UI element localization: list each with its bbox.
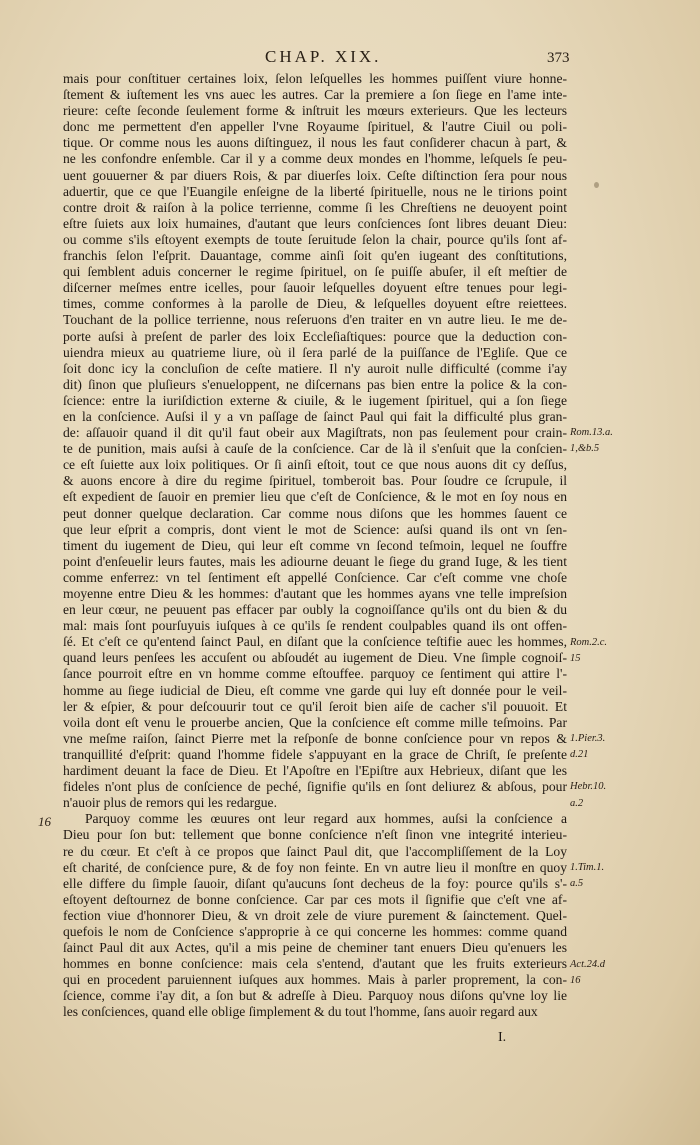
section-number: 16: [38, 814, 51, 829]
text-line: te de punition, mais auſsi à cauſe de la conſcience. Car de là il s'enſuit que la conſcien-: [63, 441, 567, 457]
text-line: mal: mais ſont pourſuyuis iuſques à ce qu'ils ſe rendent coulpables quand ils ont offen-: [63, 618, 567, 634]
text-line: que leur eſprit a compris, dont vient le mot de Science: auſsi quand ils ont vn ſen-: [63, 521, 567, 537]
page-number: 373: [547, 50, 570, 66]
ink-bleed-mark: [594, 182, 599, 188]
text-line: hardiment deuant la face de Dieu. Et l'Apoſtre en l'Epiſtre aux Hebrieux, diſant que les: [63, 763, 567, 779]
text-line: quand leurs penſees les accuſent ou abſoudét au iugement de Dieu. Vne ſimple cognoiſ-: [63, 650, 567, 666]
catchword: I.: [498, 1030, 507, 1045]
text-line: les conſciences, quand elle oblige ſimplement & du tout l'homme, ſans auoir regard aux: [63, 1004, 538, 1020]
text-line: times, comme conformes à la parolle de Dieu, & leſquelles doyuent eſtre reiettees.: [63, 296, 567, 312]
text-line: uiendra mieux au quatrieme liure, où il ſera parlé de la puiſſance de l'Egliſe. Que ce: [63, 344, 567, 360]
text-line: ſoit donc icy la concluſion de ceſte matiere. Il n'y auroit nulle difficulté (comme i'ay: [63, 360, 567, 376]
text-line: franchis ſelon l'eſprit. Dauantage, comme ainſi ſoit qu'en iugeant des conſtitutions,: [63, 248, 567, 264]
text-line: donc me permettent d'en appeller l'vne Royaume ſpirituel, & l'autre Ciuil ou poli-: [63, 119, 567, 135]
text-line: hommes en bonne conſcience: mais cela s'entend, d'autant que les fruits exterieurs: [63, 956, 567, 972]
margin-note: 1,&b.5: [570, 443, 600, 455]
text-line: comme enferrez: vn tel ſentiment eſt appellé Conſcience. Car c'eſt comme vne choſe: [63, 569, 567, 585]
text-line: peut donner quelque declaration. Car comme nous diſons que les hommes ſauent ce: [63, 505, 567, 521]
margin-note: 1.Tim.1.: [570, 861, 605, 873]
text-line: eſtoyent deſtournez de bonne conſcience. Car par ces mots il ſignifie que c'eſt vne af-: [63, 891, 567, 907]
text-line: aduertir, que ce que l'Euangile enſeigne de la liberté ſpirituelle, nous ne le tirions point: [63, 183, 567, 199]
text-line: qui ſemblent aduis concerner le regime ſpirituel, on ſe puiſſe abuſer, il eſt meſtier de: [63, 264, 567, 280]
margin-note: 1.Pier.3.: [570, 733, 606, 745]
text-line: ler & eſpier, & pour deſcouurir tout ce qu'il ſeroit bien aiſe de cacher s'il pouuoit. Et: [63, 698, 567, 714]
text-line: ce eſt ſuiette aux loix politiques. Or ſi ainſi eſtoit, tout ce que nous auons dit cy deſſus,: [63, 457, 567, 473]
text-line: eſt expedient de ſauoir en premier lieu que c'eſt de Conſcience, & le mot en ſoy nous en: [63, 489, 567, 505]
text-line: eſtre ſuiets aux loix humaines, d'autant que leurs conſciences ſont libres deuant Dieu:: [63, 215, 567, 231]
text-line: dit) ſinon que pluſieurs s'enueloppent, ne diſcernans pas bien entre la police & la con-: [63, 376, 567, 392]
text-line: quefois le nom de Conſcience s'approprie à ce qui concerne les hommes: comme quand: [63, 923, 567, 939]
text-line: re du cœur. Et c'eſt à ce propos que ſainct Paul dit, que l'accompliſſement de la Loy: [63, 843, 567, 859]
text-line: ſtement & iuſtement les vns auec les autres. Car la premiere a ſon ſiege en l'ame inte-: [63, 87, 567, 103]
text-line: voila dont eſt venu le prouerbe ancien, Que la conſcience eſt comme mille teſmoins. Par: [63, 714, 567, 730]
text-line: ſance pourroit eſtre en vn homme comme eſtouffee. parquoy ce ſentiment qui attire l'-: [63, 666, 567, 682]
text-line: fection viue d'honnorer Dieu, & vn droit zele de viure purement & ſainctement. Quel-: [63, 907, 567, 923]
text-line: ſcience: entre la iuriſdiction externe & ciuile, & le iugement ſpirituel, qui a ſon ſiege: [63, 392, 567, 408]
text-line: homme au ſiege iudicial de Dieu, eſt comme vne garde qui luy eſt donnée pour le veil-: [63, 682, 567, 698]
text-line: n'auoir plus de remors qui les redargue.: [63, 795, 277, 811]
margin-note: Rom.13.a.: [570, 427, 613, 439]
text-line: elle differe du ſimple ſauoir, diſant qu'aucuns ſont decheus de la foy: pource qu'ils s'-: [63, 875, 567, 891]
margin-note: Hebr.10.: [570, 781, 607, 793]
margin-note: d.21: [570, 749, 589, 761]
margin-note: 15: [570, 652, 581, 664]
text-line: moyenne entre Dieu & les hommes: d'autant que les hommes ayans vne telle impreſsion: [63, 586, 567, 601]
text-line: ou comme s'ils eſtoyent exempts de toute ſeruitude ſelon la chair, pource qu'ils ſont af-: [63, 231, 567, 247]
margin-note: a.2: [570, 797, 584, 809]
body-text: [63, 71, 567, 1021]
text-line: & auons encore à dire du regime ſpirituel, tomberoit bas. Pour ſoudre ce ſcrupule, il: [63, 473, 567, 489]
text-line: tranquillité d'eſprit: quand l'homme fidele s'appuyant en la grace de Chriſt, ſe preſente: [63, 746, 567, 762]
text-line: ſainct Paul dit aux Actes, qu'il a mis peine de cheminer tant enuers Dieu qu'enuers les: [63, 940, 567, 956]
text-line: en leur cœur, ne peuuent pas effacer par oubly la cognoiſſance qu'ils ont du bien & du: [63, 602, 567, 618]
text-line: de: aſſauoir quand il dit qu'il faut obeir aux Magiſtrats, non pas ſeulement pour crain-: [63, 425, 567, 441]
text-line: fideles n'ont plus de conſcience de peché, ſignifie qu'ils en ſont deliurez & abſous, pour: [63, 779, 567, 795]
text-line: diſcerner meſmes entre icelles, pour ſauoir leſquelles doyuent eſtre tenues pour legi-: [63, 280, 567, 296]
text-line: vne meſme raiſon, ſainct Pierre met la reſponſe de bonne conſcience pour vn repos &: [63, 730, 567, 746]
text-line: tique. Or comme nous les auons diſtinguez, il nous les faut conſiderer chacun à part, &: [63, 135, 567, 151]
margin-note: 16: [570, 974, 581, 986]
text-line: point d'enſeuelir leurs fautes, mais les adiourne deuant le ſiege du grand Iuge, & les tient: [63, 553, 567, 569]
margin-note: a.5: [570, 878, 584, 889]
running-head: CHAP. XIX.: [265, 47, 382, 66]
text-line: porte auſsi à preſent de parler des loix Eccleſiaſtiques: pource que la deduction con-: [63, 328, 567, 344]
text-line: Touchant de la pollice terrienne, nous reſeruons d'en traiter en vn autre lieu. Ie me de-: [63, 312, 567, 328]
margin-note: Act.24.d: [570, 958, 605, 970]
text-line: Parquoy comme les œuures ont leur regard aux hommes, auſsi la conſcience a: [85, 811, 567, 827]
text-line: uent gouuerner & par diuers Rois, & par diuerſes loix. Ceſte diſtinction ſera pour nous: [63, 167, 567, 183]
text-line: ſé. Et c'eſt ce qu'entend ſainct Paul, en diſant que la conſcience teſtifie auec les hommes,: [63, 634, 567, 650]
text-line: eſt charité, de conſcience pure, & de foy non feinte. En vn autre lieu il monſtre en quoy: [63, 859, 567, 875]
text-line: en la conſcience. Auſsi il y a vn paſſage de ſainct Paul qui fait la difficulté plus gran-: [63, 408, 567, 424]
text-line: qui en procedent paruiennent iuſques aux hommes. Mais à parler proprement, la con-: [63, 972, 567, 988]
text-line: ne les confondre enſemble. Car il y a comme deux mondes en l'homme, leſquels ſe peu-: [63, 151, 567, 167]
text-line: rieure: ceſte ſeconde ſeulement forme & inſtruit les mœurs exterieurs. Que les lecteurs: [63, 103, 567, 119]
margin-note: Rom.2.c.: [570, 636, 608, 648]
text-line: timent du iugement de Dieu, qui leur eſt comme vn ſecond teſmoin, lequel ne ſouffre: [63, 537, 567, 553]
text-line: mais pour conſtituer certaines loix, ſelon leſquelles les hommes puiſſent viure honne-: [63, 71, 567, 86]
text-line: Dieu pour ſon but: tellement que bonne conſcience n'eſt ſinon vne integrité interieu-: [63, 827, 567, 843]
text-line: ſcience, comme i'ay dit, a ſon but & adreſſe à Dieu. Parquoy nous diſons qu'vne loy lie: [63, 988, 567, 1004]
text-line: contre droit & raiſon à la police terrienne, comme ſi les Chreſtiens ne deuoyent point: [63, 199, 567, 215]
page-header: [0, 47, 700, 71]
